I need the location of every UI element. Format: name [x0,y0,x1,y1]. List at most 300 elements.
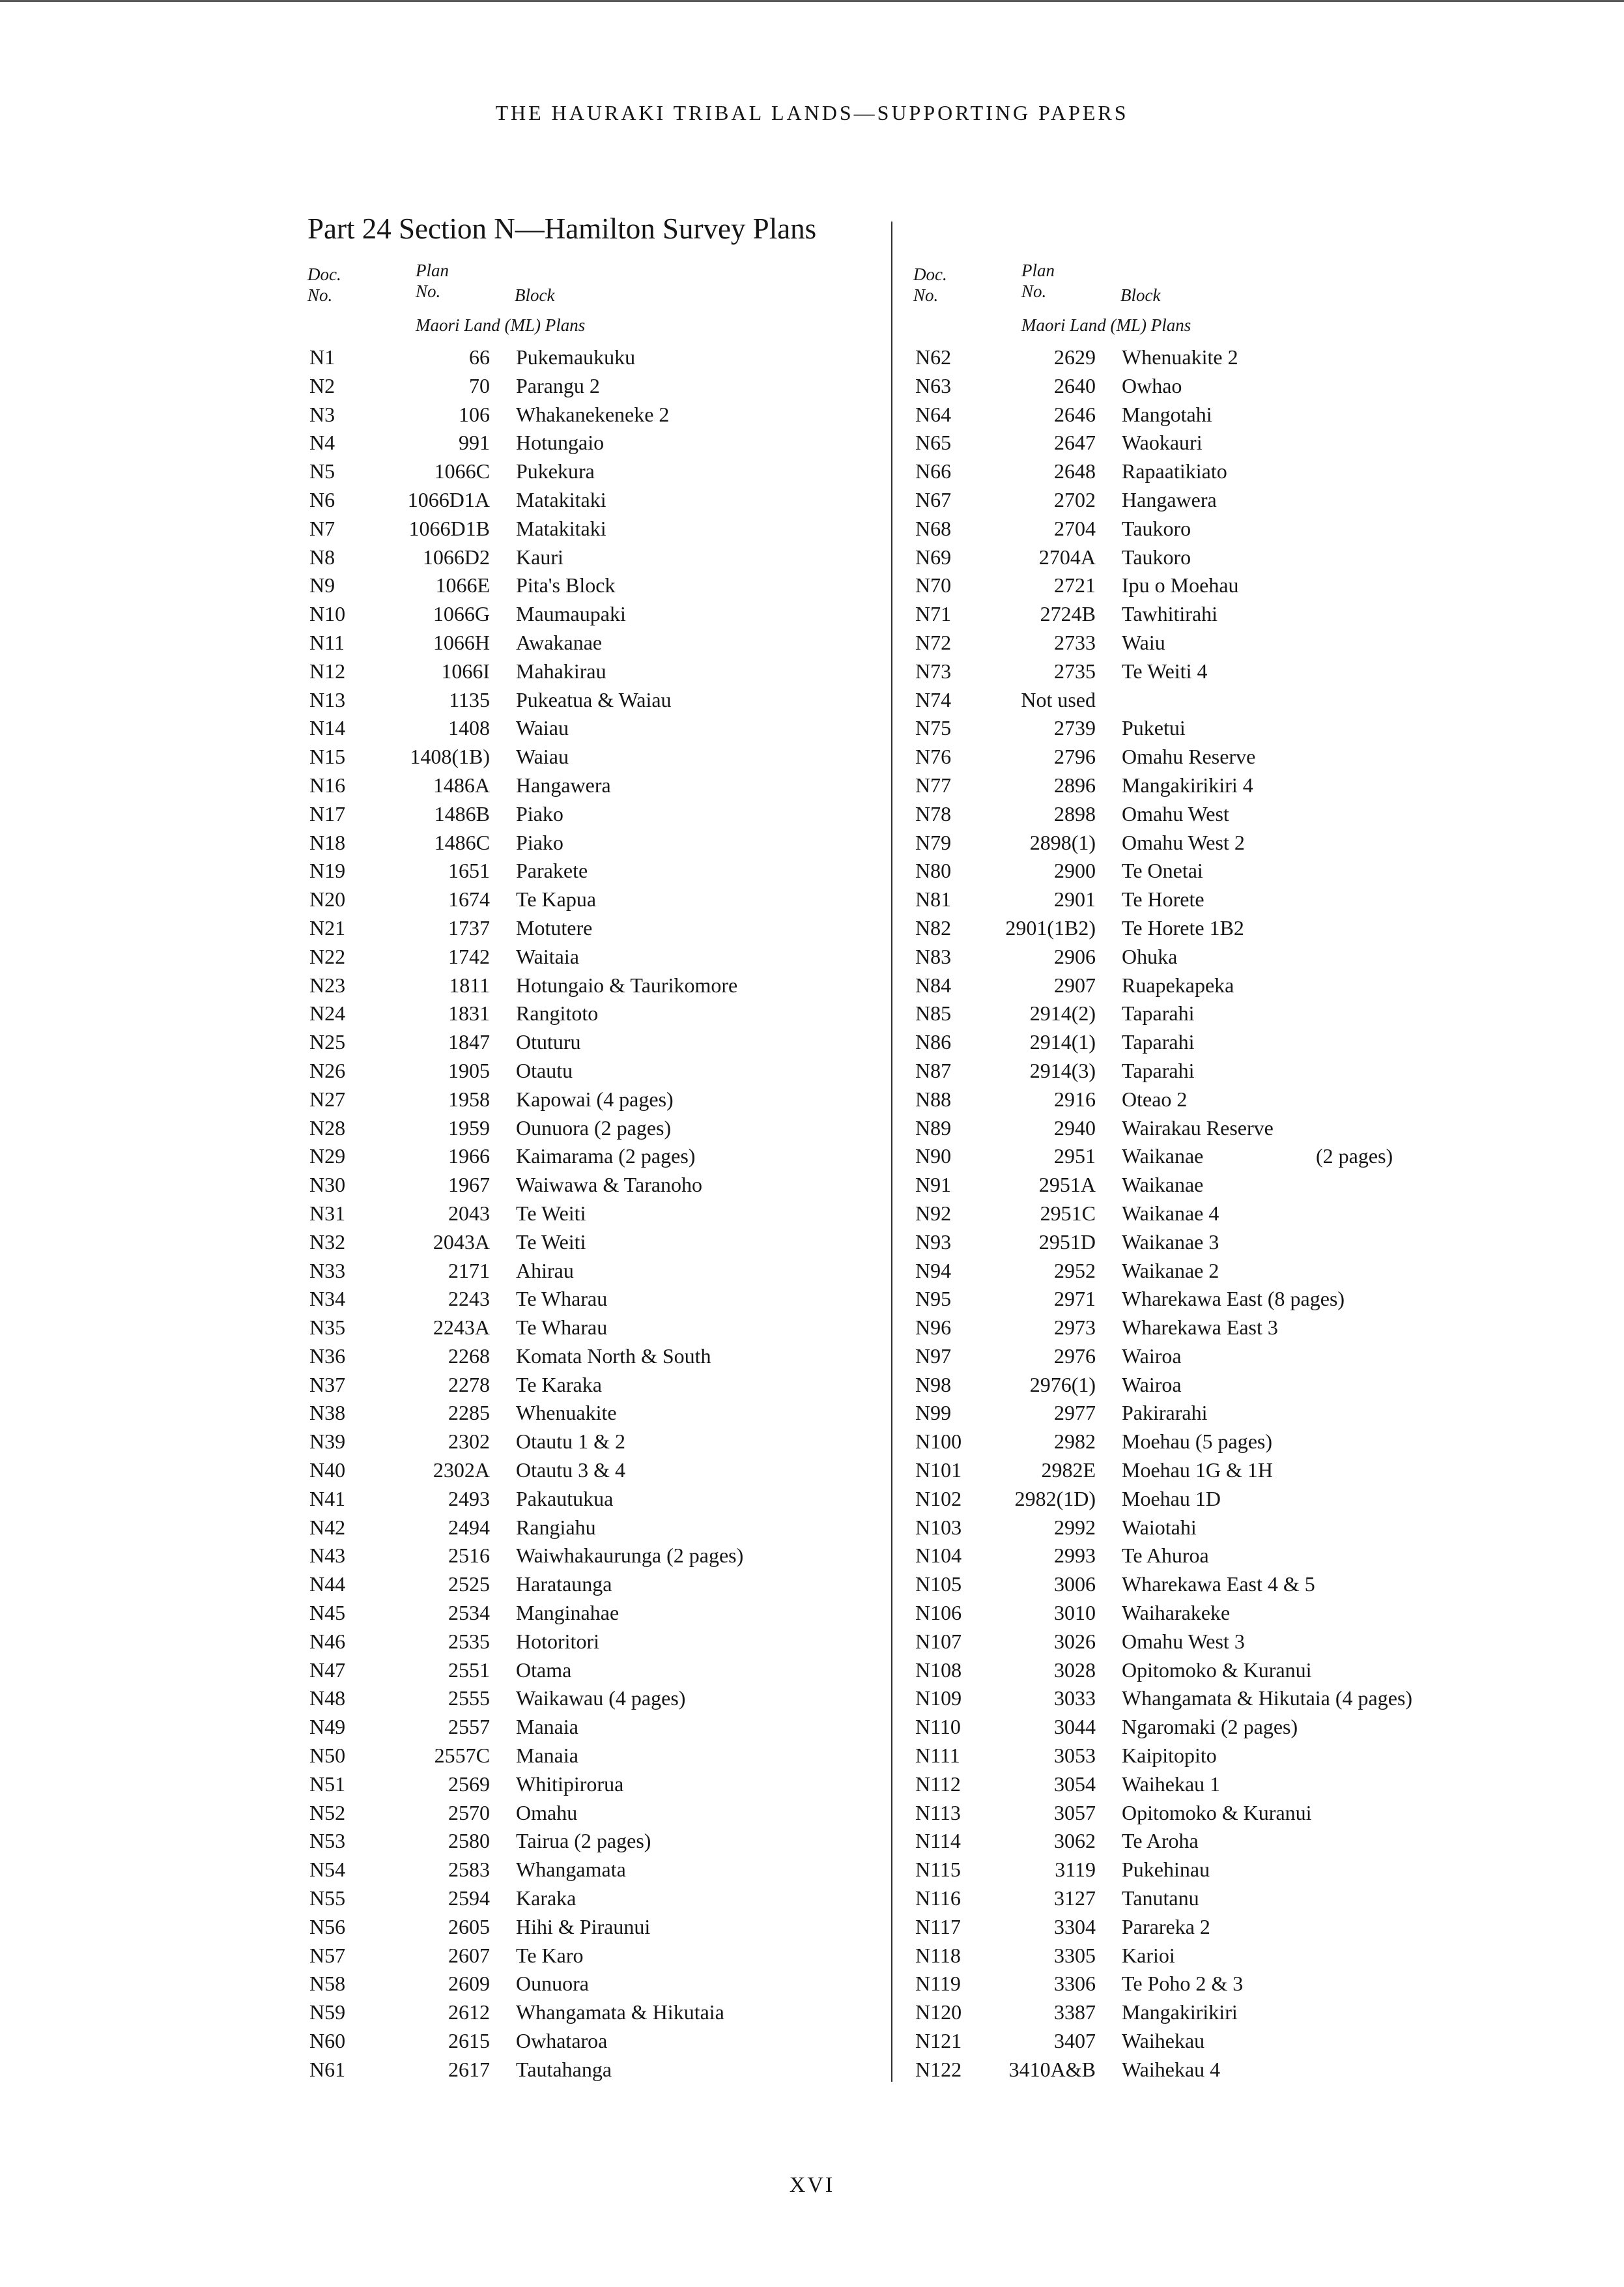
doc-number: N87 [915,1058,952,1082]
doc-number: N101 [915,1458,962,1482]
plan-number: 2535 [448,1629,490,1653]
plan-number: 2647 [1054,431,1096,455]
plan-header-no: No. [1021,281,1047,301]
block-name: Waitaia [516,944,579,968]
plan-number: 1486C [434,830,490,854]
doc-number: N114 [915,1829,961,1853]
doc-header: Doc. [307,265,341,284]
block-name: Whitipirorua [516,1772,624,1796]
block-name: Waikanae 3 [1122,1230,1219,1254]
plan-number: 2704 [1054,516,1096,540]
doc-number: N6 [309,487,335,511]
plan-number: 2583 [448,1858,490,1882]
block-name: Pukehinau [1122,1858,1210,1882]
doc-number: N63 [915,373,952,397]
doc-number: N55 [309,1886,346,1910]
doc-number: N100 [915,1430,962,1454]
block-name: Moehau 1D [1122,1486,1221,1510]
block-name: Waiu [1122,630,1165,654]
plan-number: 2704A [1038,545,1096,569]
block-name: Manaia [516,1715,578,1739]
doc-number: N32 [309,1230,346,1254]
plan-number: 2615 [448,2029,490,2053]
doc-number: N116 [915,1886,961,1910]
plan-number: 2914(1) [1029,1030,1096,1054]
doc-number: N43 [309,1544,346,1568]
block-name: Ahirau [516,1258,574,1282]
block-name: Whangamata & Hikutaia (4 pages) [1122,1686,1413,1710]
doc-number: N20 [309,887,346,912]
block-name: Tawhitirahi [1122,602,1218,626]
plan-number: 2951 [1054,1144,1096,1168]
block-name: Piako [516,830,563,854]
doc-number: N50 [309,1744,346,1768]
plan-number: 3057 [1054,1800,1096,1824]
block-name: Te Ahuroa [1122,1544,1209,1568]
plan-number: 2551 [448,1658,490,1682]
block-name: Waihekau [1122,2029,1205,2053]
doc-number: N60 [309,2029,346,2053]
doc-number: N56 [309,1914,346,1938]
block-name: Otautu 3 & 4 [516,1458,625,1482]
plan-number: 3006 [1054,1572,1096,1596]
plan-number: 1905 [448,1058,490,1082]
doc-number: N14 [309,716,346,740]
block-name: Waiotahi [1122,1515,1197,1539]
block-name: Pukekura [516,459,595,483]
doc-number: N106 [915,1601,962,1625]
plan-number: 2702 [1054,487,1096,511]
doc-number: N118 [915,1943,961,1967]
plan-number: 2043 [448,1201,490,1225]
doc-number: N74 [915,687,952,712]
block-name: Hangawera [1122,487,1217,511]
plan-number: 2898 [1054,801,1096,826]
plan-number: 3028 [1054,1658,1096,1682]
block-name: Awakanae [516,630,603,654]
doc-number: N51 [309,1772,346,1796]
plan-number: 1737 [448,915,490,940]
plan-number: 2940 [1054,1115,1096,1140]
plan-number: 3304 [1054,1914,1096,1938]
plan-number: 1066D2 [422,545,490,569]
plan-number: 2914(2) [1029,1001,1096,1026]
doc-number: N85 [915,1001,952,1026]
plan-number: 3033 [1054,1686,1096,1710]
plan-number: 3054 [1054,1772,1096,1796]
plan-number: 2302 [448,1430,490,1454]
plan-number: 1811 [449,973,490,997]
doc-number: N66 [915,459,952,483]
plan-number: 2594 [448,1886,490,1910]
plan-number: 1651 [448,859,490,883]
block-name: Mangakirikiri [1122,2000,1238,2024]
doc-number: N86 [915,1030,952,1054]
doc-number: N29 [309,1144,346,1168]
block-header: Block [1120,285,1161,305]
doc-number: N59 [309,2000,346,2024]
plan-number: 3119 [1055,1858,1096,1882]
plan-header: Plan [416,261,449,280]
plan-number: 2557 [448,1715,490,1739]
doc-number: N105 [915,1572,962,1596]
doc-number: N112 [915,1772,961,1796]
plan-number: 2971 [1054,1287,1096,1311]
plan-number: 3127 [1054,1886,1096,1910]
block-name: Mahakirau [516,659,606,683]
doc-number: N103 [915,1515,962,1539]
block-name: Manaia [516,1744,578,1768]
block-name: Waiharakeke [1122,1601,1231,1625]
doc-number: N44 [309,1572,346,1596]
block-name: Waikanae [1122,1144,1204,1168]
block-name: Pukemaukuku [516,345,636,369]
doc-number: N4 [309,431,335,455]
block-name: Owhataroa [516,2029,608,2053]
plan-number: 3044 [1054,1715,1096,1739]
block-name: Whangamata [516,1858,626,1882]
block-name: Te Onetai [1122,859,1203,883]
doc-number: N52 [309,1800,346,1824]
running-header: THE HAURAKI TRIBAL LANDS—SUPPORTING PAPERS [495,101,1129,124]
plan-number: 1847 [448,1030,490,1054]
doc-number: N97 [915,1344,952,1368]
plan-number: 2982E [1041,1458,1096,1482]
block-name: Puketui [1122,716,1186,740]
block-name: Karioi [1122,1943,1175,1967]
plan-number: 2951A [1038,1173,1096,1197]
doc-number: N57 [309,1943,346,1967]
doc-number: N78 [915,801,952,826]
block-name: Wharekawa East 3 [1122,1316,1278,1340]
plan-number: 2494 [448,1515,490,1539]
plan-number: 3010 [1054,1601,1096,1625]
plan-number: 2612 [448,2000,490,2024]
plan-number: 2916 [1054,1087,1096,1111]
block-name: Wairoa [1122,1344,1182,1368]
doc-number: N91 [915,1173,952,1197]
doc-number: N122 [915,2057,962,2081]
block-name: Karaka [516,1886,577,1910]
plan-number: 70 [469,373,490,397]
block-name: Omahu West [1122,801,1229,826]
block-name: Matakitaki [516,516,606,540]
plan-number: 2605 [448,1914,490,1938]
doc-number: N90 [915,1144,952,1168]
block-name: Kaimarama (2 pages) [516,1144,696,1168]
doc-number: N33 [309,1258,346,1282]
plan-number: 2721 [1054,573,1096,597]
block-name: Manginahae [516,1601,620,1625]
plan-number: 1066D1B [408,516,490,540]
plan-number: 2914(3) [1029,1058,1096,1082]
block-name: Oteao 2 [1122,1087,1188,1111]
plan-number: 991 [459,431,490,455]
doc-number: N38 [309,1401,346,1425]
block-name: Whenuakite 2 [1122,345,1238,369]
plan-number: 1742 [448,944,490,968]
plan-number: 2043A [433,1230,490,1254]
plan-number: 2607 [448,1943,490,1967]
plan-number: 2302A [433,1458,490,1482]
block-name: Hangawera [516,773,611,797]
plan-number: 1066I [441,659,490,683]
block-name: Kapowai (4 pages) [516,1087,674,1111]
subheading-text: Maori Land (ML) Plans [416,315,586,335]
doc-number: N77 [915,773,952,797]
plan-number: 1066C [434,459,490,483]
doc-number: N111 [915,1744,960,1768]
doc-number: N120 [915,2000,962,2024]
block-name: Maumaupaki [516,602,626,626]
plan-number: 1066E [435,573,490,597]
doc-number: N28 [309,1115,346,1140]
block-name: Waikanae 2 [1122,1258,1219,1282]
block-name: Te Karaka [516,1372,602,1396]
top-rule [0,0,1624,2]
plan-number: 2901 [1054,887,1096,912]
block-name: Omahu Reserve [1122,745,1256,769]
doc-number: N11 [309,630,345,654]
block-name: Ounuora [516,1972,589,1996]
plan-number: 66 [469,345,490,369]
doc-number: N5 [309,459,335,483]
block-name: Whakanekeneke 2 [516,402,670,426]
block-name: Whenuakite [516,1401,617,1425]
plan-number: 1486B [434,801,490,826]
plan-number: 2982(1D) [1014,1486,1096,1510]
doc-number: N18 [309,830,346,854]
doc-number: N40 [309,1458,346,1482]
plan-number: 1408(1B) [410,745,490,769]
block-name: Pita's Block [516,573,616,597]
plan-number: 2534 [448,1601,490,1625]
plan-number: 2739 [1054,716,1096,740]
doc-number: N81 [915,887,952,912]
block-name: Otama [516,1658,572,1682]
plan-number: 3026 [1054,1629,1096,1653]
doc-number: N7 [309,516,335,540]
plan-number: 2992 [1054,1515,1096,1539]
block-name: Tanutanu [1122,1886,1199,1910]
block-name: Omahu West 2 [1122,830,1245,854]
doc-number: N93 [915,1230,952,1254]
plan-header: Plan [1021,261,1055,280]
doc-number: N89 [915,1115,952,1140]
block-name: Motutere [516,915,593,940]
block-name: Te Karo [516,1943,584,1967]
block-name: Kauri [516,545,563,569]
block-name: Taparahi [1122,1030,1195,1054]
plan-number: 2617 [448,2057,490,2081]
doc-number: N76 [915,745,952,769]
doc-number: N115 [915,1858,961,1882]
block-name: Kaipitopito [1122,1744,1217,1768]
block-name: Rangitoto [516,1001,599,1026]
plan-number: 2993 [1054,1544,1096,1568]
doc-number: N121 [915,2029,962,2053]
plan-number: 2951C [1040,1201,1096,1225]
plan-number: 2898(1) [1029,830,1096,854]
doc-number: N72 [915,630,952,654]
doc-number: N36 [309,1344,346,1368]
part-title: Part 24 Section N—Hamilton Survey Plans [307,212,817,245]
block-name: Tautahanga [516,2057,612,2081]
block-name: Waikanae 4 [1122,1201,1219,1225]
doc-number: N19 [309,859,346,883]
plan-number: 3306 [1054,1972,1096,1996]
block-name: Ruapekapeka [1122,973,1234,997]
plan-number: 1831 [448,1001,490,1026]
block-name: Wairakau Reserve [1122,1115,1274,1140]
plan-number: 1674 [448,887,490,912]
doc-number: N22 [309,944,346,968]
block-name: Parareka 2 [1122,1914,1210,1938]
doc-number: N92 [915,1201,952,1225]
page-note: (2 pages) [1316,1144,1393,1168]
doc-number: N69 [915,545,952,569]
doc-number: N109 [915,1686,962,1710]
doc-number: N68 [915,516,952,540]
plan-number: 3062 [1054,1829,1096,1853]
block-name: Taukoro [1122,516,1191,540]
doc-number: N26 [309,1058,346,1082]
block-name: Parangu 2 [516,373,600,397]
block-name: Wairoa [1122,1372,1182,1396]
plan-number: 2525 [448,1572,490,1596]
plan-number: 2896 [1054,773,1096,797]
block-name: Taukoro [1122,545,1191,569]
block-name: Parakete [516,859,588,883]
block-name: Te Poho 2 & 3 [1122,1972,1244,1996]
plan-number: 2493 [448,1486,490,1510]
doc-number: N48 [309,1686,346,1710]
doc-header-no: No. [913,285,939,305]
block-name: Omahu West 3 [1122,1629,1245,1653]
block-name: Taparahi [1122,1001,1195,1026]
plan-number: 1966 [448,1144,490,1168]
block-name: Te Wharau [516,1287,608,1311]
plan-number: 2733 [1054,630,1096,654]
doc-number: N98 [915,1372,952,1396]
plan-number: 2900 [1054,859,1096,883]
doc-number: N12 [309,659,346,683]
doc-number: N117 [915,1914,961,1938]
block-name: Waihekau 1 [1122,1772,1221,1796]
block-name: Taparahi [1122,1058,1195,1082]
doc-number: N16 [309,773,346,797]
plan-number: 1408 [448,716,490,740]
plan-number: 2977 [1054,1401,1096,1425]
plan-number: 3387 [1054,2000,1096,2024]
doc-number: N96 [915,1316,952,1340]
plan-number: 2976 [1054,1344,1096,1368]
doc-number: N47 [309,1658,346,1682]
plan-number: 2796 [1054,745,1096,769]
block-name: Otautu [516,1058,573,1082]
doc-number: N94 [915,1258,952,1282]
plan-number: 2646 [1054,402,1096,426]
block-name: Komata North & South [516,1344,711,1368]
plan-number: 2557C [434,1744,490,1768]
plan-number: 2609 [448,1972,490,1996]
plan-number: 2906 [1054,944,1096,968]
doc-number: N119 [915,1972,961,1996]
subheading-text: Maori Land (ML) Plans [1021,315,1191,335]
block-name: Opitomoko & Kuranui [1122,1800,1312,1824]
doc-number: N35 [309,1316,346,1340]
block-name: Te Horete 1B2 [1122,915,1244,940]
doc-number: N24 [309,1001,346,1026]
block-name: Whangamata & Hikutaia [516,2000,724,2024]
block-name: Waiau [516,745,569,769]
block-header: Block [515,285,555,305]
plan-number: 3410A&B [1008,2057,1096,2081]
doc-number: N39 [309,1430,346,1454]
doc-number: N23 [309,973,346,997]
plan-number: 2278 [448,1372,490,1396]
block-name: Hotungaio [516,431,605,455]
column-divider [891,222,892,2082]
block-name: Ipu o Moehau [1122,573,1239,597]
block-name: Te Weiti [516,1230,586,1254]
doc-number: N58 [309,1972,346,1996]
doc-number: N17 [309,801,346,826]
doc-number: N41 [309,1486,346,1510]
plan-number: 2951D [1038,1230,1096,1254]
plan-number: 3305 [1054,1943,1096,1967]
doc-number: N75 [915,716,952,740]
doc-number: N99 [915,1401,952,1425]
block-name: Pakirarahi [1122,1401,1208,1425]
doc-number: N34 [309,1287,346,1311]
block-name: Te Wharau [516,1316,608,1340]
doc-number: N64 [915,402,952,426]
block-name: Moehau 1G & 1H [1122,1458,1273,1482]
doc-number: N107 [915,1629,962,1653]
doc-number: N65 [915,431,952,455]
block-name: Ohuka [1122,944,1178,968]
block-name: Pukeatua & Waiau [516,687,672,712]
plan-number: Not used [1021,687,1096,712]
plan-number: 1066G [433,602,490,626]
block-name: Te Kapua [516,887,597,912]
plan-number: 2243 [448,1287,490,1311]
block-name: Mangotahi [1122,402,1212,426]
doc-number: N10 [309,602,346,626]
block-name: Wharekawa East (8 pages) [1122,1287,1345,1311]
doc-number: N2 [309,373,335,397]
doc-number: N113 [915,1800,961,1824]
block-name: Waiau [516,716,569,740]
block-name: Waihekau 4 [1122,2057,1221,2081]
doc-number: N8 [309,545,335,569]
block-name: Rapaatikiato [1122,459,1227,483]
doc-number: N3 [309,402,335,426]
doc-number: N84 [915,973,952,997]
doc-number: N45 [309,1601,346,1625]
block-name: Omahu [516,1800,578,1824]
block-name: Matakitaki [516,487,606,511]
block-name: Ngaromaki (2 pages) [1122,1715,1298,1739]
doc-header: Doc. [913,265,947,284]
block-name: Te Aroha [1122,1829,1199,1853]
plan-number: 1958 [448,1087,490,1111]
block-name: Wharekawa East 4 & 5 [1122,1572,1315,1596]
block-name: Opitomoko & Kuranui [1122,1658,1312,1682]
block-name: Piako [516,801,563,826]
block-name: Hotoritori [516,1629,599,1653]
